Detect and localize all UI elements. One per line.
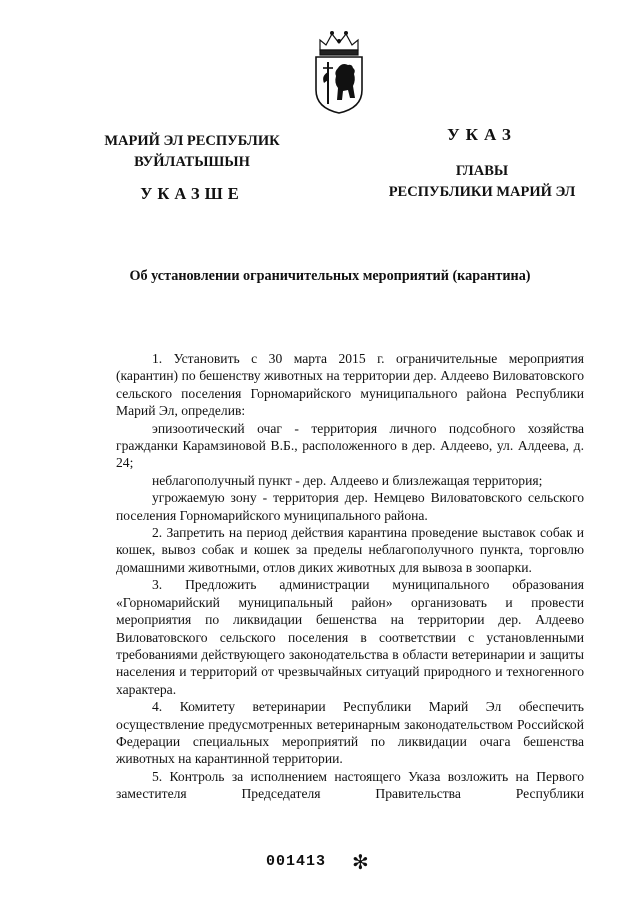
paragraph-1-zone: угрожаемую зону - территория дер. Немцево Виловатовского сельского поселения Горномарийского муниципального района. <box>116 490 584 523</box>
header-right-decree: УКАЗ <box>447 125 517 144</box>
header-right-republic: РЕСПУБЛИКИ МАРИЙ ЭЛ <box>388 184 576 200</box>
header-right-head: ГЛАВЫ <box>455 163 509 179</box>
paragraph-1-focus: эпизоотический очаг - территория личного подсобного хозяйства гражданки Карамзиновой В.Б., расположенного в дер. Алдеево, ул. Алдеева, д. 24; <box>116 420 584 471</box>
header-left-head: ВУЙЛАТЫШЫН <box>134 154 250 170</box>
paragraph-1: 1. Установить с 30 марта 2015 г. ограничительные мероприятия (карантин) по бешенству животных на территории дер. Алдеево Виловатовского сельского поселения Горномарийского муниципального района Республики Марий Эл, определив: <box>116 351 584 419</box>
paragraph-1-point: неблагополучный пункт - дер. Алдеево и близлежащая территория; <box>152 472 543 488</box>
paragraph-3: 3. Предложить администрации муниципального образования «Горномарийский муниципальный район» организовать и провести мероприятия по ликвидации бешенства на территории дер. Алдеево Виловатовского сельского поселения в соответствии с установленными требованиями действующего законодательства в области ветеринарии и защиты населения и территорий от чрезвычайных ситуаций природного и техногенного характера. <box>116 577 584 697</box>
header-left-block <box>92 131 292 204</box>
asterisk-mark: ✻ <box>352 850 369 874</box>
paragraph-4: 4. Комитету ветеринарии Республики Марий Эл обеспечить осуществление предусмотренных ветеринарным законодательством Российской Федерации специальных мероприятий по ликвидации очага бешенства животных на карантинной территории. <box>116 699 584 767</box>
document-title: Об установлении ограничительных мероприятий (карантина) <box>129 268 531 284</box>
header-right-block <box>362 124 602 203</box>
coat-of-arms-emblem <box>312 28 366 114</box>
paragraph-5: 5. Контроль за исполнением настоящего Указа возложить на Первого заместителя Председателя Правительства Республики <box>116 768 584 802</box>
header-left-republic: МАРИЙ ЭЛ РЕСПУБЛИК <box>104 133 280 149</box>
document-body <box>116 350 584 803</box>
header-left-decree: УКАЗШЕ <box>140 184 244 203</box>
paragraph-2: 2. Запретить на период действия карантина проведение выставок собак и кошек, вывоз собак и кошек за пределы неблагополучного пункта, торговлю домашними животными, отлов диких животных для вывоза в зоопарки. <box>116 525 584 575</box>
document-serial-number: 001413 <box>266 853 327 870</box>
